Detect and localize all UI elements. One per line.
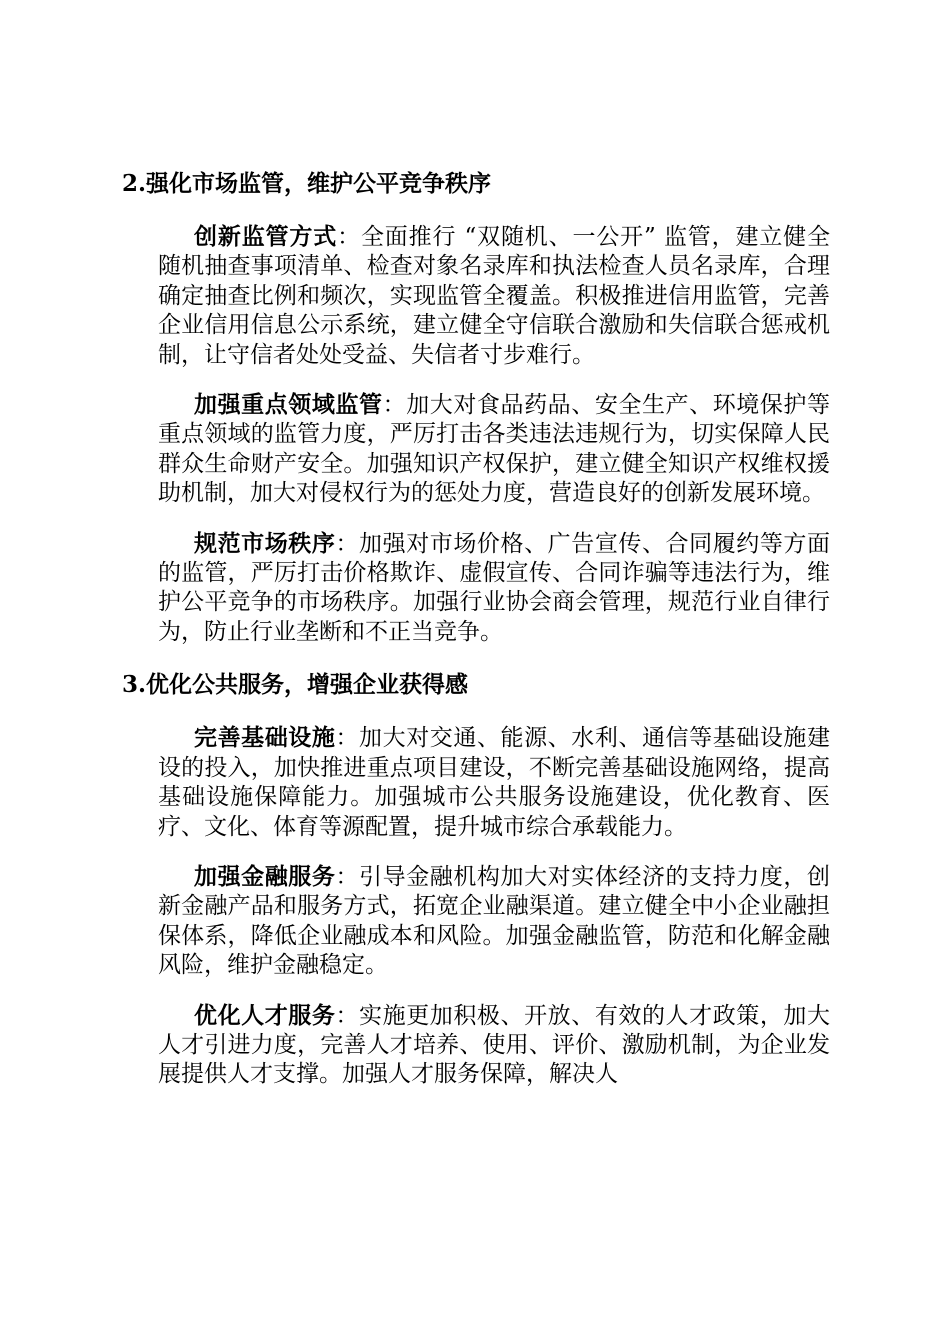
- paragraph-text: 加大对交通、能源、水利、通信等基础设施建设的投入，加快推进重点项目建设，不断完善基础设施网络，提高基础设施保障能力。加强城市公共服务设施建设，优化教育、医疗、文化、体育等源配置，提升城市综合承载能力。: [158, 725, 831, 840]
- paragraph-lead: 完善基础设施: [194, 724, 336, 752]
- lead-separator: ：: [335, 725, 360, 752]
- paragraph-financial-services: [158, 862, 830, 981]
- section-heading-3: 3.优化公共服务，增强企业获得感: [122, 671, 469, 699]
- paragraph-lead: 加强重点领域监管: [194, 391, 383, 419]
- paragraph-text: 引导金融机构加大对实体经济的支持力度，创新金融产品和服务方式，拓宽企业融渠道。建立健全中小企业融担保体系，降低企业融成本和风险。加强金融监管，防范和化解金融风险，维护金融稳定。: [158, 863, 831, 979]
- paragraph-lead: 优化人才服务: [194, 1001, 336, 1029]
- lead-separator: ：: [335, 530, 360, 557]
- paragraph-infrastructure: [158, 723, 830, 842]
- lead-separator: ：: [335, 1002, 360, 1029]
- section-heading-2: 2.强化市场监管，维护公平竞争秩序: [122, 170, 492, 197]
- lead-separator: ：: [335, 863, 360, 890]
- paragraph-lead: 规范市场秩序: [194, 529, 336, 557]
- paragraph-text: 加强对市场价格、广告宣传、合同履约等方面的监管，严厉打击价格欺诈、虚假宣传、合同诈骗等违法行为，维护公平竞争的市场秩序。加强行业协会商会管理，规范行业自律行为，防止行业垄断和不正当竞争。: [158, 530, 831, 645]
- document-body: [122, 166, 830, 1110]
- paragraph-lead: 创新监管方式: [194, 223, 338, 250]
- paragraph-market-order: [158, 529, 830, 648]
- paragraph-lead: 加强金融服务: [194, 862, 336, 890]
- paragraph-text: 全面推行 “双随机、一公开” 监管，建立健全随机抽查事项清单、检查对象名录库和执法检查人员名录库，合理确定抽查比例和频次，实现监管全覆盖。积极推进信用监管，完善企业信用信息公示系统，建立健全守信联合激励和失信联合惩戒机制，让守信者处处受益、失信者寸步难行。: [158, 224, 831, 368]
- lead-separator: ：: [382, 392, 407, 419]
- paragraph-text: 加大对食品药品、安全生产、环境保护等重点领域的监管力度，严厉打击各类违法违规行为，切实保障人民群众生命财产安全。加强知识产权保护，建立健全知识产权维权援助机制，加大对侵权行为的惩处力度，营造良好的创新发展环境。: [158, 392, 831, 507]
- lead-separator: ：: [337, 224, 361, 250]
- paragraph-innovate-supervision: [158, 222, 830, 370]
- paragraph-key-field-supervision: [158, 390, 830, 509]
- paragraph-text: 实施更加积极、开放、有效的人才政策，加大人才引进力度，完善人才培养、使用、评价、激励机制，为企业发展提供人才支撑。加强人才服务保障，解决人: [158, 1002, 831, 1088]
- paragraph-talent-services: [158, 1001, 830, 1090]
